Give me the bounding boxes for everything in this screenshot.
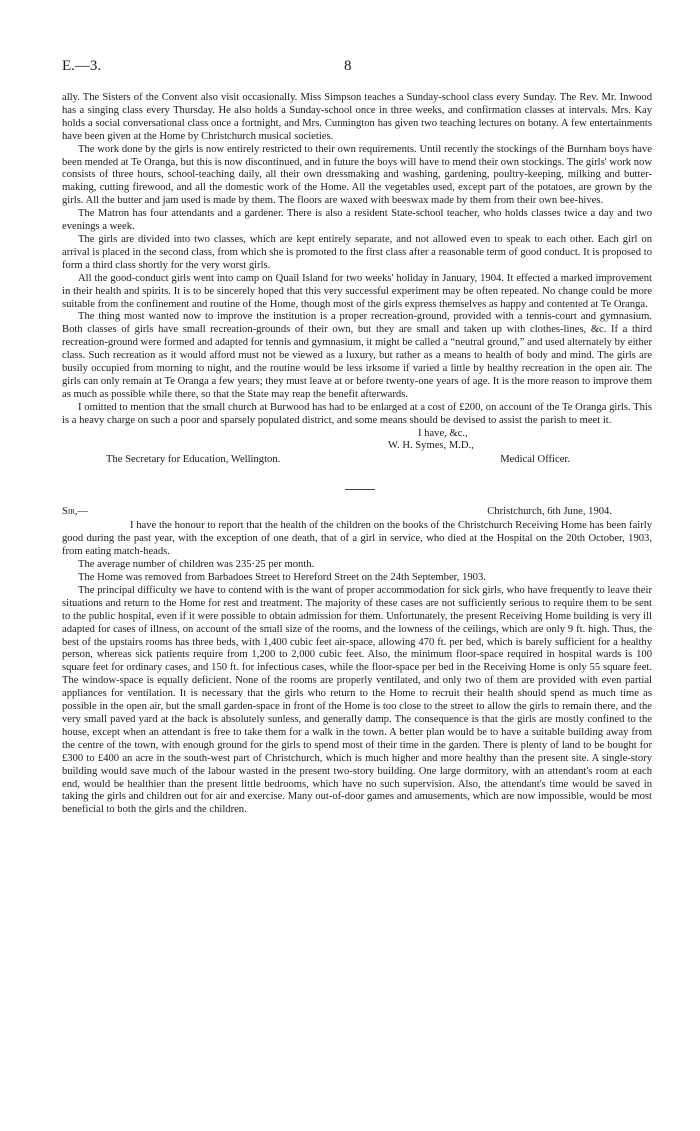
report-te-oranga (62, 92, 652, 467)
section-divider (345, 489, 375, 490)
paragraph: The Matron has four attendants and a gardener. There is also a resident State-school teacher, who holds classes twice a day and two evenings a week. (62, 208, 652, 233)
paragraph: I omitted to mention that the small church at Burwood has had to be enlarged at a cost of £200, on account of the Te Oranga girls. This is a heavy charge on such a poor and sparsely populated district, and some means should be devised to assist the parish to meet it. (62, 401, 652, 426)
closing-line: I have, &c., (418, 427, 468, 439)
page-body (62, 92, 652, 817)
paragraph: The average number of children was 235·25 per month. (78, 559, 315, 571)
paragraph: The girls are divided into two classes, which are kept entirely separate, and not allowed even to speak to each other. Each girl on arrival is placed in the second class, from which she is promoted to the first class after a reasonable term of good conduct. It is proposed to form a third class shortly for the very worst girls. (62, 233, 652, 271)
place-date: Christchurch, 6th June, 1904. (487, 506, 612, 518)
signature-name: W. H. Symes, M.D., (388, 440, 474, 452)
page-number: 8 (344, 58, 352, 74)
paragraph: All the good-conduct girls went into camp on Quail Island for two weeks' holiday in January, 1904. It effected a marked improvement in their health and spirits. It is to be sincerely hoped that this very successful experiment may be often repeated. No change could be more suitable from the confinement and routine of the Home, though most of the girls express themselves as happy and contented at Te Oranga. (62, 272, 652, 310)
document-code: E.—3. (62, 58, 102, 74)
signature (62, 440, 652, 453)
paragraph: ally. The Sisters of the Convent also visit occasionally. Miss Simpson teaches a Sunday-school class every Sunday. The Rev. Mr. Inwood has a singing class every Thursday. He also holds a Sunday-school once in three weeks, and confirmation classes at intervals. Mrs. Kay holds a social conversational class once a fortnight, and Mrs. Cunnington has given two teaching lectures on botany. A few entertainments have been given at the Home by Christchurch musical societies. (62, 92, 652, 142)
paragraph: I have the honour to report that the health of the children on the books of the Christchurch Receiving Home has been fairly good during the past year, with the exception of one death, that of a girl in service, who died at the Hospital on the 20th October, 1903, from eating match-heads. (62, 520, 652, 558)
paragraph: The thing most wanted now to improve the institution is a proper recreation-ground, provided with a tennis-court and gymnasium. Both classes of girls have small recreation-grounds of their own, but they are small and taken up with clothes-lines, &c. If a third recreation-ground were formed and adapted for tennis and gymnasium, it might be called a “neutral ground,” and used alternately by either class. Such recreation as it would afford must not be viewed as a luxury, but rather as a means to health of body and mind. The girls are busily occupied from morning to night, and the routine would be less irksome if varied a little by healthy recreation in the open air. The girls can only remain at Te Oranga a few years; they must leave at or before twenty-one years of age. It is the more reason to improve them as much as possible while there, so that the State may reap the benefit afterwards. (62, 311, 652, 400)
report-receiving-home (62, 506, 652, 817)
paragraph: The principal difficulty we have to contend with is the want of proper accommodation for sick girls, who have frequently to leave their situations and return to the Home for rest and treatment. The majority of these cases are not sufficiently serious to require them to be sent to the public hospital, even if it were possible to obtain admission for them. Unfortunately, the present Receiving Home building is very ill adapted for cases of illness, on account of the small size of the rooms, and the lowness of the ceilings, which are only 9 ft. high. Thus, the best of the upstairs rooms has three beds, with 1,400 cubic feet air-space, allowing 470 ft. per bed, which is barely sufficient for a healthy person, whereas sick patients require from 1,200 to 2,000 cubic feet. Also, the minimum floor-space required in hospital wards is 100 square feet for ordinary cases, and 150 ft. for infectious cases, while the floor-space per bed in the Receiving Home is only 55 square feet. The window-space is equally deficient. None of the rooms are properly ventilated, and only two of them are provided with even partial appliances for ventilation. It is necessary that the girls who return to the Home to recruit their health should spend as much time as possible in the open air, but the small garden-space in front of the Home is too close to the street to allow the girls to remain there, and the very small paved yard at the back is absolutely sunless, and generally damp. The consequence is that the girls are mostly confined to the house, except when an attendant is free to take them for a walk in the town. A better plan would be to have a suitable building away from the centre of the town, with enough ground for the girls to spend most of their time in the garden. There is plenty of land to be bought for £300 to £400 an acre in the south-west part of Christchurch, which is much higher and more healthy than the present site. A single-story building would save much of the labour wasted in the present two-story building. One large dormitory, with an attendant's room at each end, would be healthier than the present little bedrooms, which have no such supervision. Also, the attendant's time would be saved in taking the girls and children out for air and exercise. Many out-of-door games and amusements, which are now impossible, would be most beneficial to both the girls and the children. (62, 584, 652, 816)
letter-heading (62, 506, 652, 520)
addressee: The Secretary for Education, Wellington. (106, 454, 281, 466)
salutation: Sir,— (62, 506, 89, 518)
officer-title: Medical Officer. (500, 454, 570, 466)
page-header (62, 58, 652, 78)
address-row (62, 453, 652, 467)
paragraph: The work done by the girls is now entirely restricted to their own requirements. Until recently the stockings of the Burnham boys have been mended at Te Oranga, but this is now discontinued, and in future the boys will have to mend their own stockings. The girls' work now consists of three hours, school-teaching daily, all their own dressmaking and washing, gardening, poultry-keeping, milking and butter-making, cutting firewood, and all the domestic work of the Home. All the vegetables used, except part of the potatoes, are grown by the girls. All the butter and jam used is made by them. The floors are waxed with beeswax made by them from their own bee-hives. (62, 143, 652, 207)
paragraph: The Home was removed from Barbadoes Street to Hereford Street on the 24th September, 1903. (78, 572, 486, 583)
